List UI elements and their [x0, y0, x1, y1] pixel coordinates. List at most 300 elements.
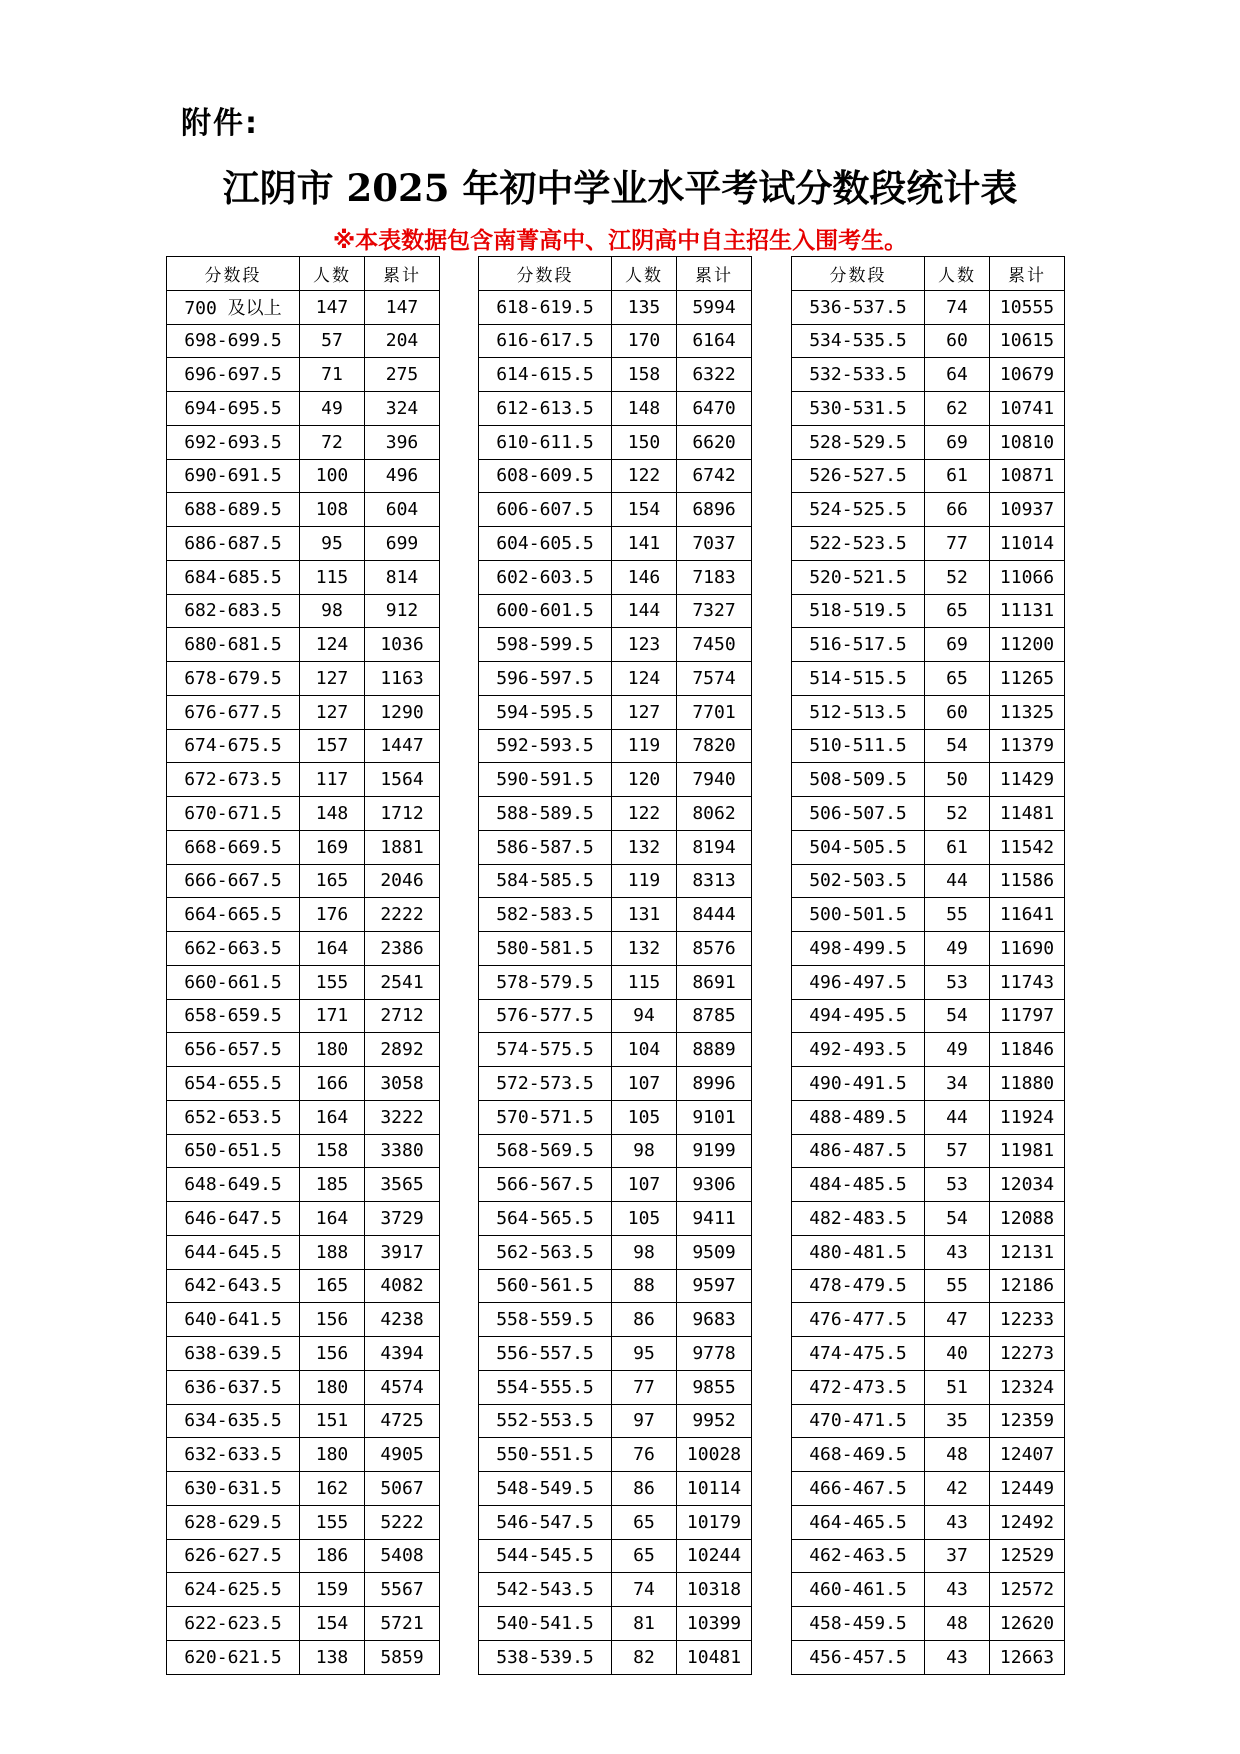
cell-count: 108 [300, 493, 365, 527]
cell-score-range: 472-473.5 [792, 1370, 925, 1404]
cell-score-range: 544-545.5 [479, 1539, 612, 1573]
cell-cumulative: 275 [365, 358, 440, 392]
cell-count: 94 [612, 999, 677, 1033]
table-row [792, 1539, 1065, 1573]
cell-count: 150 [612, 425, 677, 459]
table-row [167, 999, 440, 1033]
cell-count: 44 [925, 1100, 990, 1134]
cell-cumulative: 9683 [677, 1303, 752, 1337]
table-row [792, 527, 1065, 561]
cell-score-range: 466-467.5 [792, 1472, 925, 1506]
cell-count: 104 [612, 1033, 677, 1067]
table-row [479, 358, 752, 392]
table-row [167, 1134, 440, 1168]
cell-count: 180 [300, 1033, 365, 1067]
cell-score-range: 604-605.5 [479, 527, 612, 561]
cell-cumulative: 5222 [365, 1505, 440, 1539]
cell-count: 52 [925, 797, 990, 831]
cell-score-range: 520-521.5 [792, 560, 925, 594]
cell-score-range: 674-675.5 [167, 729, 300, 763]
cell-count: 65 [925, 594, 990, 628]
cell-cumulative: 9411 [677, 1202, 752, 1236]
cell-cumulative: 11797 [990, 999, 1065, 1033]
table-row [479, 1607, 752, 1641]
cell-count: 69 [925, 425, 990, 459]
table-row [479, 965, 752, 999]
cell-cumulative: 7327 [677, 594, 752, 628]
cell-score-range: 616-617.5 [479, 324, 612, 358]
table-row [479, 1404, 752, 1438]
cell-count: 148 [612, 392, 677, 426]
cell-score-range: 518-519.5 [792, 594, 925, 628]
cell-cumulative: 10028 [677, 1438, 752, 1472]
cell-score-range: 700 及以上 [167, 290, 300, 324]
table-row [167, 695, 440, 729]
cell-score-range: 476-477.5 [792, 1303, 925, 1337]
table-row [792, 932, 1065, 966]
cell-cumulative: 9778 [677, 1337, 752, 1371]
cell-score-range: 594-595.5 [479, 695, 612, 729]
table-row [792, 1640, 1065, 1674]
cell-score-range: 516-517.5 [792, 628, 925, 662]
cell-count: 51 [925, 1370, 990, 1404]
cell-cumulative: 10615 [990, 324, 1065, 358]
cell-cumulative: 12034 [990, 1168, 1065, 1202]
header-score-range: 分数段 [792, 257, 925, 291]
cell-count: 105 [612, 1202, 677, 1236]
table-row [167, 594, 440, 628]
table-row [792, 729, 1065, 763]
table-row [167, 527, 440, 561]
cell-count: 55 [925, 1269, 990, 1303]
header-score-range: 分数段 [479, 257, 612, 291]
cell-cumulative: 12407 [990, 1438, 1065, 1472]
cell-score-range: 682-683.5 [167, 594, 300, 628]
cell-cumulative: 8313 [677, 864, 752, 898]
cell-score-range: 642-643.5 [167, 1269, 300, 1303]
cell-score-range: 510-511.5 [792, 729, 925, 763]
cell-count: 86 [612, 1303, 677, 1337]
cell-score-range: 664-665.5 [167, 898, 300, 932]
table-row [167, 763, 440, 797]
cell-cumulative: 8444 [677, 898, 752, 932]
cell-count: 171 [300, 999, 365, 1033]
cell-score-range: 574-575.5 [479, 1033, 612, 1067]
score-table-1 [166, 256, 440, 1675]
cell-cumulative: 8889 [677, 1033, 752, 1067]
cell-score-range: 526-527.5 [792, 459, 925, 493]
score-table-2 [478, 256, 752, 1675]
cell-count: 124 [612, 662, 677, 696]
cell-score-range: 694-695.5 [167, 392, 300, 426]
cell-count: 148 [300, 797, 365, 831]
cell-count: 164 [300, 1100, 365, 1134]
cell-cumulative: 11265 [990, 662, 1065, 696]
table-row [167, 392, 440, 426]
header-count: 人数 [300, 257, 365, 291]
table-row [479, 527, 752, 561]
cell-count: 64 [925, 358, 990, 392]
cell-count: 105 [612, 1100, 677, 1134]
cell-score-range: 470-471.5 [792, 1404, 925, 1438]
cell-score-range: 458-459.5 [792, 1607, 925, 1641]
table-row [792, 662, 1065, 696]
cell-count: 50 [925, 763, 990, 797]
table-row [167, 1235, 440, 1269]
cell-cumulative: 12088 [990, 1202, 1065, 1236]
table-row [792, 290, 1065, 324]
cell-score-range: 488-489.5 [792, 1100, 925, 1134]
cell-cumulative: 11586 [990, 864, 1065, 898]
header-cumulative: 累计 [990, 257, 1065, 291]
cell-score-range: 654-655.5 [167, 1067, 300, 1101]
cell-cumulative: 9855 [677, 1370, 752, 1404]
table-row [167, 1640, 440, 1674]
cell-cumulative: 1881 [365, 830, 440, 864]
cell-cumulative: 5567 [365, 1573, 440, 1607]
header-count: 人数 [612, 257, 677, 291]
table-row [792, 1235, 1065, 1269]
table-row [792, 1370, 1065, 1404]
cell-cumulative: 7940 [677, 763, 752, 797]
cell-cumulative: 6322 [677, 358, 752, 392]
cell-score-range: 560-561.5 [479, 1269, 612, 1303]
table-row [479, 594, 752, 628]
cell-cumulative: 4082 [365, 1269, 440, 1303]
cell-cumulative: 12529 [990, 1539, 1065, 1573]
header-cumulative: 累计 [365, 257, 440, 291]
attachment-label: 附件: [181, 106, 259, 141]
cell-score-range: 460-461.5 [792, 1573, 925, 1607]
table-row [792, 1134, 1065, 1168]
cell-score-range: 468-469.5 [792, 1438, 925, 1472]
cell-count: 44 [925, 864, 990, 898]
table-row [792, 763, 1065, 797]
cell-score-range: 498-499.5 [792, 932, 925, 966]
cell-cumulative: 4574 [365, 1370, 440, 1404]
cell-cumulative: 699 [365, 527, 440, 561]
cell-score-range: 612-613.5 [479, 392, 612, 426]
cell-count: 107 [612, 1067, 677, 1101]
cell-score-range: 634-635.5 [167, 1404, 300, 1438]
cell-score-range: 640-641.5 [167, 1303, 300, 1337]
cell-count: 135 [612, 290, 677, 324]
cell-count: 47 [925, 1303, 990, 1337]
cell-score-range: 486-487.5 [792, 1134, 925, 1168]
cell-cumulative: 6470 [677, 392, 752, 426]
cell-count: 151 [300, 1404, 365, 1438]
cell-cumulative: 1447 [365, 729, 440, 763]
table-row [792, 493, 1065, 527]
table-row [479, 1505, 752, 1539]
cell-score-range: 514-515.5 [792, 662, 925, 696]
table-row [792, 459, 1065, 493]
cell-cumulative: 11981 [990, 1134, 1065, 1168]
cell-count: 147 [300, 290, 365, 324]
cell-score-range: 652-653.5 [167, 1100, 300, 1134]
table-row [479, 1573, 752, 1607]
table-row [167, 493, 440, 527]
table-row [479, 999, 752, 1033]
cell-cumulative: 11325 [990, 695, 1065, 729]
cell-score-range: 536-537.5 [792, 290, 925, 324]
cell-count: 141 [612, 527, 677, 561]
cell-count: 156 [300, 1303, 365, 1337]
table-row [479, 324, 752, 358]
cell-cumulative: 10481 [677, 1640, 752, 1674]
cell-score-range: 696-697.5 [167, 358, 300, 392]
cell-count: 162 [300, 1472, 365, 1506]
table-row [792, 392, 1065, 426]
table-row [167, 1539, 440, 1573]
cell-cumulative: 12359 [990, 1404, 1065, 1438]
cell-count: 35 [925, 1404, 990, 1438]
cell-cumulative: 11690 [990, 932, 1065, 966]
table-row [479, 1539, 752, 1573]
table-row [167, 1033, 440, 1067]
table-row [167, 1573, 440, 1607]
cell-cumulative: 2712 [365, 999, 440, 1033]
cell-score-range: 672-673.5 [167, 763, 300, 797]
table-row [167, 459, 440, 493]
cell-score-range: 630-631.5 [167, 1472, 300, 1506]
table-row [792, 628, 1065, 662]
cell-count: 154 [300, 1607, 365, 1641]
cell-count: 43 [925, 1235, 990, 1269]
table-row [167, 932, 440, 966]
cell-score-range: 658-659.5 [167, 999, 300, 1033]
table-row [167, 1337, 440, 1371]
cell-count: 165 [300, 1269, 365, 1303]
cell-cumulative: 10114 [677, 1472, 752, 1506]
table-row [792, 1607, 1065, 1641]
cell-score-range: 614-615.5 [479, 358, 612, 392]
cell-score-range: 530-531.5 [792, 392, 925, 426]
cell-count: 180 [300, 1370, 365, 1404]
cell-cumulative: 8062 [677, 797, 752, 831]
cell-count: 95 [300, 527, 365, 561]
table-row [479, 1168, 752, 1202]
cell-cumulative: 5408 [365, 1539, 440, 1573]
cell-cumulative: 9199 [677, 1134, 752, 1168]
cell-count: 66 [925, 493, 990, 527]
cell-count: 144 [612, 594, 677, 628]
cell-score-range: 632-633.5 [167, 1438, 300, 1472]
cell-score-range: 500-501.5 [792, 898, 925, 932]
cell-count: 53 [925, 1168, 990, 1202]
cell-score-range: 650-651.5 [167, 1134, 300, 1168]
table-row [167, 1269, 440, 1303]
table-row [479, 1134, 752, 1168]
cell-score-range: 546-547.5 [479, 1505, 612, 1539]
cell-cumulative: 12324 [990, 1370, 1065, 1404]
cell-score-range: 502-503.5 [792, 864, 925, 898]
cell-count: 43 [925, 1573, 990, 1607]
table-row [792, 999, 1065, 1033]
table-row [479, 830, 752, 864]
cell-score-range: 482-483.5 [792, 1202, 925, 1236]
cell-count: 98 [612, 1235, 677, 1269]
cell-count: 98 [300, 594, 365, 628]
cell-cumulative: 10741 [990, 392, 1065, 426]
cell-count: 54 [925, 999, 990, 1033]
cell-score-range: 564-565.5 [479, 1202, 612, 1236]
cell-score-range: 680-681.5 [167, 628, 300, 662]
cell-cumulative: 1163 [365, 662, 440, 696]
cell-cumulative: 8576 [677, 932, 752, 966]
cell-score-range: 474-475.5 [792, 1337, 925, 1371]
cell-count: 97 [612, 1404, 677, 1438]
table-row [792, 1202, 1065, 1236]
cell-count: 95 [612, 1337, 677, 1371]
cell-cumulative: 9101 [677, 1100, 752, 1134]
cell-count: 170 [612, 324, 677, 358]
cell-cumulative: 7574 [677, 662, 752, 696]
cell-cumulative: 2222 [365, 898, 440, 932]
cell-score-range: 660-661.5 [167, 965, 300, 999]
cell-score-range: 506-507.5 [792, 797, 925, 831]
cell-count: 62 [925, 392, 990, 426]
cell-score-range: 576-577.5 [479, 999, 612, 1033]
cell-cumulative: 3058 [365, 1067, 440, 1101]
cell-score-range: 496-497.5 [792, 965, 925, 999]
cell-score-range: 508-509.5 [792, 763, 925, 797]
cell-cumulative: 3729 [365, 1202, 440, 1236]
table-row [792, 1100, 1065, 1134]
cell-cumulative: 10871 [990, 459, 1065, 493]
cell-cumulative: 604 [365, 493, 440, 527]
cell-cumulative: 12663 [990, 1640, 1065, 1674]
cell-count: 52 [925, 560, 990, 594]
cell-cumulative: 4238 [365, 1303, 440, 1337]
table-row [792, 797, 1065, 831]
cell-cumulative: 11429 [990, 763, 1065, 797]
cell-count: 138 [300, 1640, 365, 1674]
table-row [479, 763, 752, 797]
table-row [479, 290, 752, 324]
table-row [479, 1303, 752, 1337]
table-row [479, 1202, 752, 1236]
table-row [479, 493, 752, 527]
cell-cumulative: 11542 [990, 830, 1065, 864]
cell-cumulative: 11880 [990, 1067, 1065, 1101]
cell-count: 157 [300, 729, 365, 763]
cell-count: 176 [300, 898, 365, 932]
cell-score-range: 620-621.5 [167, 1640, 300, 1674]
cell-cumulative: 2046 [365, 864, 440, 898]
table-row [167, 358, 440, 392]
cell-cumulative: 1564 [365, 763, 440, 797]
cell-cumulative: 11200 [990, 628, 1065, 662]
cell-score-range: 624-625.5 [167, 1573, 300, 1607]
cell-cumulative: 7820 [677, 729, 752, 763]
cell-cumulative: 2541 [365, 965, 440, 999]
cell-cumulative: 7183 [677, 560, 752, 594]
table-row [479, 560, 752, 594]
cell-score-range: 480-481.5 [792, 1235, 925, 1269]
table-row [479, 1269, 752, 1303]
cell-score-range: 646-647.5 [167, 1202, 300, 1236]
table-row [479, 628, 752, 662]
table-row [792, 358, 1065, 392]
cell-cumulative: 147 [365, 290, 440, 324]
table-row [479, 1438, 752, 1472]
cell-cumulative: 10679 [990, 358, 1065, 392]
cell-score-range: 550-551.5 [479, 1438, 612, 1472]
cell-cumulative: 12131 [990, 1235, 1065, 1269]
cell-cumulative: 12273 [990, 1337, 1065, 1371]
cell-cumulative: 10318 [677, 1573, 752, 1607]
header-score-range: 分数段 [167, 257, 300, 291]
table-row [479, 729, 752, 763]
cell-count: 165 [300, 864, 365, 898]
cell-score-range: 542-543.5 [479, 1573, 612, 1607]
table-row [479, 797, 752, 831]
table-row [479, 1370, 752, 1404]
cell-count: 107 [612, 1168, 677, 1202]
table-row [167, 560, 440, 594]
table-row [792, 830, 1065, 864]
cell-cumulative: 11846 [990, 1033, 1065, 1067]
table-row [167, 729, 440, 763]
cell-score-range: 586-587.5 [479, 830, 612, 864]
cell-score-range: 582-583.5 [479, 898, 612, 932]
table-row [167, 1438, 440, 1472]
cell-cumulative: 12620 [990, 1607, 1065, 1641]
cell-score-range: 610-611.5 [479, 425, 612, 459]
cell-count: 169 [300, 830, 365, 864]
cell-count: 43 [925, 1640, 990, 1674]
cell-score-range: 464-465.5 [792, 1505, 925, 1539]
table-row [167, 1100, 440, 1134]
cell-count: 127 [300, 662, 365, 696]
table-row [167, 1404, 440, 1438]
cell-score-range: 648-649.5 [167, 1168, 300, 1202]
cell-count: 40 [925, 1337, 990, 1371]
cell-score-range: 572-573.5 [479, 1067, 612, 1101]
cell-count: 48 [925, 1607, 990, 1641]
table-row [479, 392, 752, 426]
cell-cumulative: 11066 [990, 560, 1065, 594]
header-row [479, 257, 752, 291]
cell-cumulative: 7450 [677, 628, 752, 662]
cell-count: 98 [612, 1134, 677, 1168]
table-row [792, 1505, 1065, 1539]
cell-cumulative: 6896 [677, 493, 752, 527]
cell-count: 76 [612, 1438, 677, 1472]
cell-count: 186 [300, 1539, 365, 1573]
cell-cumulative: 12572 [990, 1573, 1065, 1607]
cell-score-range: 494-495.5 [792, 999, 925, 1033]
cell-cumulative: 7701 [677, 695, 752, 729]
cell-cumulative: 10937 [990, 493, 1065, 527]
cell-count: 86 [612, 1472, 677, 1506]
cell-score-range: 600-601.5 [479, 594, 612, 628]
cell-cumulative: 10810 [990, 425, 1065, 459]
cell-score-range: 690-691.5 [167, 459, 300, 493]
cell-score-range: 596-597.5 [479, 662, 612, 696]
cell-count: 127 [612, 695, 677, 729]
table-row [479, 1640, 752, 1674]
cell-cumulative: 4394 [365, 1337, 440, 1371]
cell-score-range: 532-533.5 [792, 358, 925, 392]
cell-cumulative: 8194 [677, 830, 752, 864]
cell-cumulative: 11481 [990, 797, 1065, 831]
cell-score-range: 590-591.5 [479, 763, 612, 797]
table-row [167, 797, 440, 831]
cell-count: 54 [925, 729, 990, 763]
cell-score-range: 656-657.5 [167, 1033, 300, 1067]
